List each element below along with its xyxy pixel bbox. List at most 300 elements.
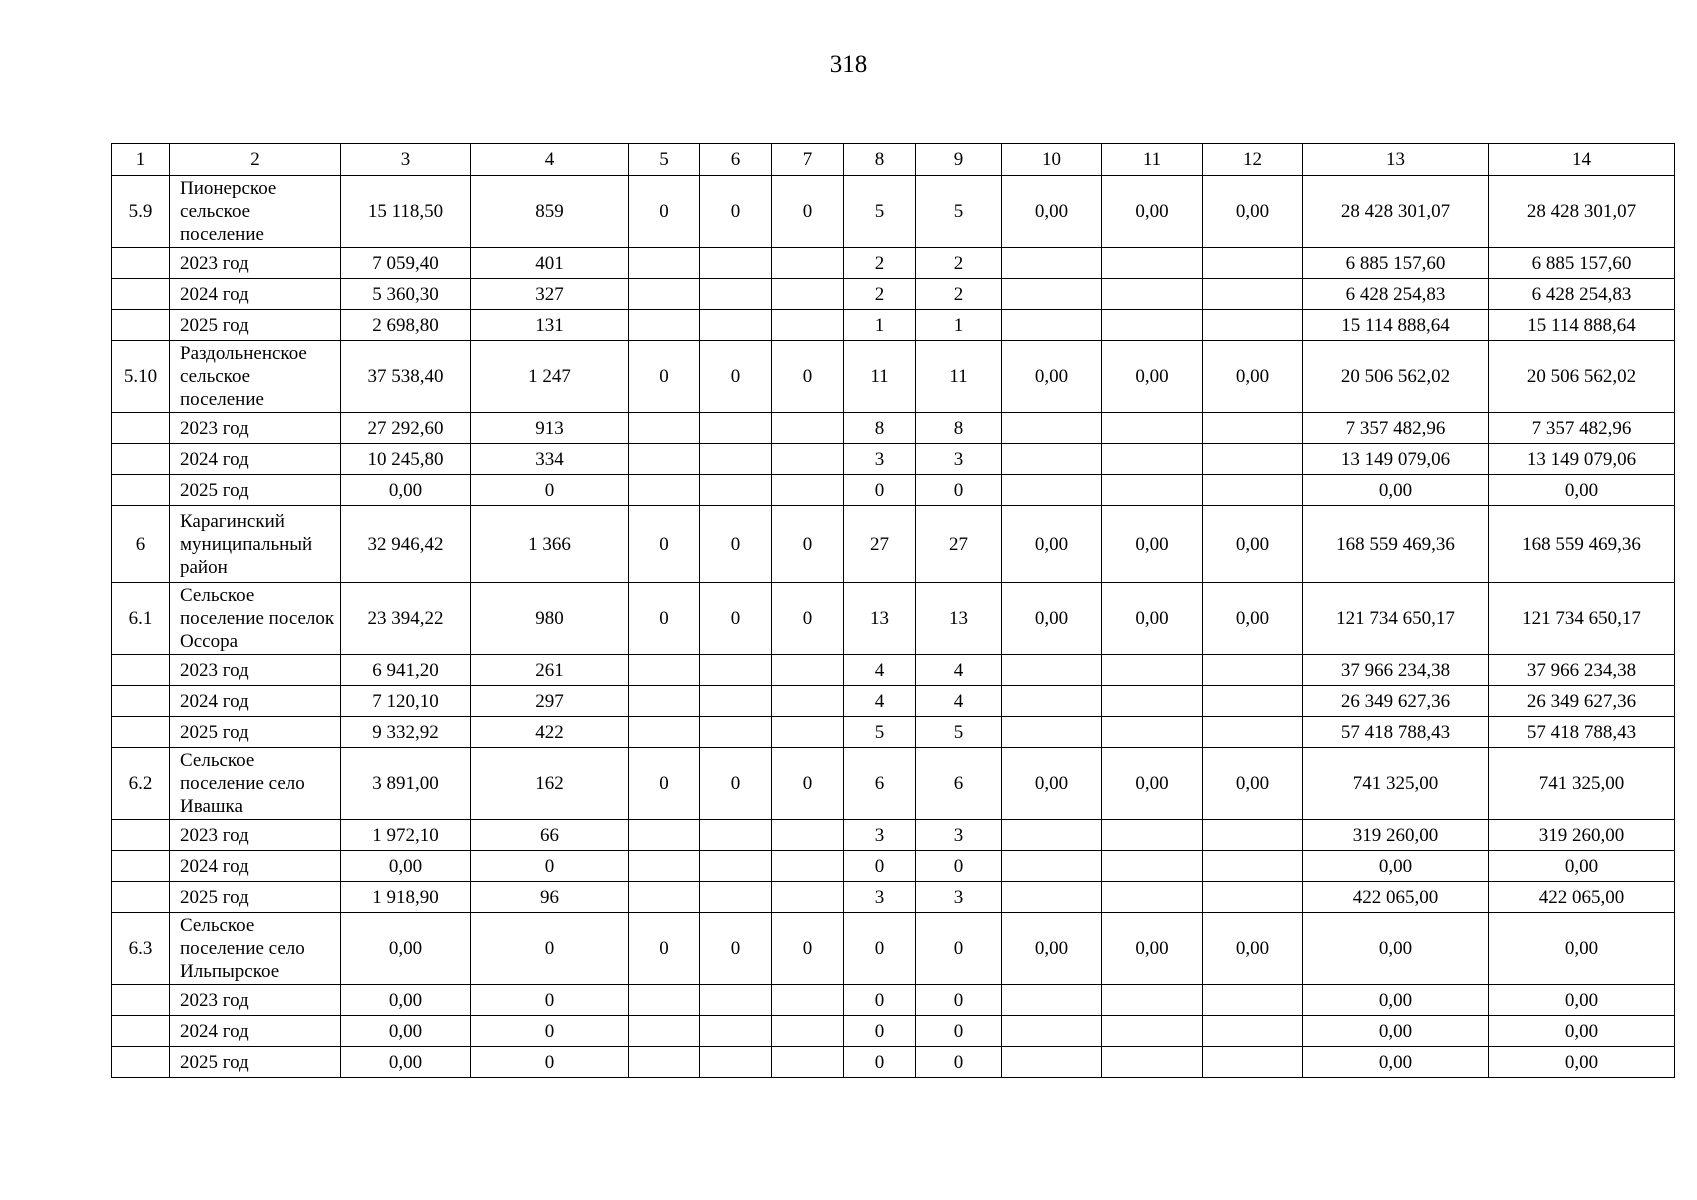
table-cell [629,882,700,913]
table-cell: 96 [471,882,629,913]
row-name-cell: 2025 год [170,310,341,341]
column-header: 11 [1102,144,1203,176]
table-cell: 37 966 234,38 [1303,655,1489,686]
table-cell: 0 [700,176,772,248]
table-cell [629,310,700,341]
table-cell: 0,00 [1203,913,1303,985]
table-cell [1203,279,1303,310]
table-cell: 0,00 [341,475,471,506]
table-cell: 6 941,20 [341,655,471,686]
table-cell: 5 [844,176,916,248]
table-row [112,985,1675,1016]
table-cell [1203,248,1303,279]
table-cell: 0 [700,748,772,820]
table-cell: 8 [844,413,916,444]
column-header: 10 [1002,144,1102,176]
table-cell: 0,00 [1002,748,1102,820]
table-cell: 15 114 888,64 [1303,310,1489,341]
row-name-cell: 2024 год [170,279,341,310]
table-cell: 26 349 627,36 [1303,686,1489,717]
row-number-cell: 5.10 [112,341,170,413]
table-cell: 0 [629,913,700,985]
table-cell: 0 [844,1047,916,1078]
table-cell [1203,310,1303,341]
column-header: 1 [112,144,170,176]
table-cell [700,851,772,882]
table-cell: 0 [916,913,1002,985]
table-cell: 57 418 788,43 [1303,717,1489,748]
table-cell [1102,475,1203,506]
table-cell: 0 [471,1047,629,1078]
table-cell: 4 [844,655,916,686]
header-row [112,144,1675,176]
row-number-cell [112,820,170,851]
row-number-cell [112,279,170,310]
table-cell: 0 [471,985,629,1016]
column-header: 3 [341,144,471,176]
row-name-cell: 2024 год [170,1016,341,1047]
table-cell [700,413,772,444]
table-cell [629,279,700,310]
table-cell: 0,00 [1489,985,1675,1016]
table-cell: 0,00 [341,1016,471,1047]
table-cell: 0,00 [1489,851,1675,882]
column-header: 14 [1489,144,1675,176]
table-cell [700,1047,772,1078]
row-name-cell: 2025 год [170,475,341,506]
table-row [112,851,1675,882]
table-cell [1002,882,1102,913]
table-cell: 0,00 [341,985,471,1016]
table-cell [629,1016,700,1047]
table-cell: 121 734 650,17 [1303,583,1489,655]
table-cell: 6 428 254,83 [1489,279,1675,310]
table-cell: 20 506 562,02 [1489,341,1675,413]
column-header: 2 [170,144,341,176]
table-cell: 0 [629,506,700,583]
table-cell [1102,279,1203,310]
table-cell: 13 [916,583,1002,655]
table-cell: 0,00 [1002,913,1102,985]
table-cell: 0 [844,475,916,506]
row-name-cell: 2023 год [170,655,341,686]
row-number-cell: 6.3 [112,913,170,985]
table-row [112,248,1675,279]
table-cell [700,310,772,341]
table-row [112,717,1675,748]
table-cell: 3 [844,882,916,913]
row-number-cell [112,444,170,475]
row-name-cell: 2025 год [170,717,341,748]
table-cell: 1 [844,310,916,341]
table-cell: 3 [916,820,1002,851]
table-cell: 26 349 627,36 [1489,686,1675,717]
table-cell [700,820,772,851]
table-cell: 0,00 [1203,506,1303,583]
table-cell: 0 [471,913,629,985]
table-cell: 1 366 [471,506,629,583]
table-cell: 0 [700,341,772,413]
table-cell: 0,00 [1002,583,1102,655]
table-row [112,655,1675,686]
table-cell: 0 [844,985,916,1016]
table-cell [629,655,700,686]
table-cell: 741 325,00 [1303,748,1489,820]
table-cell [629,475,700,506]
table-row [112,748,1675,820]
table-cell [1102,310,1203,341]
table-cell [1203,851,1303,882]
table-cell: 3 [916,882,1002,913]
table-cell: 27 [916,506,1002,583]
table-cell [1102,717,1203,748]
table-cell: 6 885 157,60 [1489,248,1675,279]
row-name-cell: 2023 год [170,413,341,444]
row-name-cell: 2025 год [170,882,341,913]
table-cell: 0,00 [1303,851,1489,882]
table-cell [1002,1016,1102,1047]
table-cell: 2 [844,248,916,279]
table-cell [1203,475,1303,506]
table-row [112,506,1675,583]
table-cell [1002,820,1102,851]
table-cell: 0 [916,1047,1002,1078]
table-cell: 319 260,00 [1489,820,1675,851]
table-cell: 0 [772,583,844,655]
table-cell: 3 891,00 [341,748,471,820]
table-cell: 2 [916,279,1002,310]
table-cell: 6 [916,748,1002,820]
table-cell: 11 [844,341,916,413]
table-cell: 2 [844,279,916,310]
table-cell: 327 [471,279,629,310]
table-cell [772,444,844,475]
table-cell: 0,00 [1102,506,1203,583]
table-cell [1203,655,1303,686]
row-number-cell [112,1016,170,1047]
table-cell [772,413,844,444]
row-number-cell [112,310,170,341]
table-cell: 6 428 254,83 [1303,279,1489,310]
table-cell [772,279,844,310]
table-cell: 0,00 [1303,1047,1489,1078]
table-cell [629,985,700,1016]
table-cell: 0 [471,475,629,506]
table-cell: 0 [471,1016,629,1047]
row-name-cell: Карагинский муниципальный район [170,506,341,583]
table-cell: 0 [844,913,916,985]
table-cell: 32 946,42 [341,506,471,583]
table-cell [1203,985,1303,1016]
table-cell: 0,00 [1203,341,1303,413]
table-cell [772,820,844,851]
table-cell: 0,00 [341,1047,471,1078]
table-row [112,583,1675,655]
table-cell: 0,00 [1102,583,1203,655]
table-cell [1102,851,1203,882]
table-cell [772,717,844,748]
table-cell: 13 149 079,06 [1303,444,1489,475]
table-cell: 0 [772,913,844,985]
table-cell: 6 [844,748,916,820]
table-cell: 0 [629,748,700,820]
table-cell: 0 [772,506,844,583]
table-cell [1102,1016,1203,1047]
table-cell: 0 [916,1016,1002,1047]
table-cell [1002,1047,1102,1078]
table-cell [1203,413,1303,444]
table-cell [629,248,700,279]
table-cell: 0 [844,851,916,882]
table-row [112,913,1675,985]
table-cell: 27 292,60 [341,413,471,444]
table-cell: 422 [471,717,629,748]
table-cell: 0 [700,506,772,583]
row-number-cell [112,475,170,506]
table-cell [772,851,844,882]
table-cell: 3 [916,444,1002,475]
table-cell: 0,00 [1002,341,1102,413]
table-cell: 5 360,30 [341,279,471,310]
table-cell: 422 065,00 [1303,882,1489,913]
table-cell: 0,00 [1303,475,1489,506]
table-cell [1203,686,1303,717]
table-cell [1002,444,1102,475]
table-cell: 7 357 482,96 [1303,413,1489,444]
table-cell: 0 [471,851,629,882]
table-row [112,882,1675,913]
table-cell [629,820,700,851]
table-cell: 5 [916,717,1002,748]
table-cell [1002,413,1102,444]
table-row [112,176,1675,248]
table-cell: 319 260,00 [1303,820,1489,851]
table-cell: 0,00 [1303,1016,1489,1047]
data-table [111,143,1675,1078]
table-cell [1102,444,1203,475]
table-cell [772,655,844,686]
table-cell: 131 [471,310,629,341]
table-cell [772,310,844,341]
table-cell: 57 418 788,43 [1489,717,1675,748]
row-number-cell: 5.9 [112,176,170,248]
table-cell [1002,655,1102,686]
table-cell: 1 918,90 [341,882,471,913]
table-cell [1102,820,1203,851]
row-number-cell [112,1047,170,1078]
table-cell: 7 120,10 [341,686,471,717]
table-cell: 0 [772,341,844,413]
table-cell [1002,310,1102,341]
table-cell [1002,851,1102,882]
table-cell [772,686,844,717]
table-cell: 334 [471,444,629,475]
table-row [112,444,1675,475]
table-cell [1102,882,1203,913]
column-header: 6 [700,144,772,176]
table-cell [1203,444,1303,475]
table-cell [1102,655,1203,686]
page-number: 318 [829,51,868,78]
table-cell: 10 245,80 [341,444,471,475]
table-cell: 15 118,50 [341,176,471,248]
table-row [112,686,1675,717]
table-cell: 0,00 [1203,176,1303,248]
table-cell: 0 [772,748,844,820]
table-cell [629,1047,700,1078]
table-cell: 0,00 [1002,506,1102,583]
table-cell [1203,882,1303,913]
row-name-cell: 2024 год [170,686,341,717]
table-cell: 859 [471,176,629,248]
table-body [112,144,1675,1078]
table-cell: 0,00 [1203,748,1303,820]
table-cell [1102,686,1203,717]
row-number-cell [112,717,170,748]
row-number-cell: 6.1 [112,583,170,655]
table-cell: 0 [844,1016,916,1047]
table-cell: 0 [916,985,1002,1016]
table-cell: 0,00 [341,913,471,985]
table-row [112,341,1675,413]
table-cell [700,248,772,279]
table-cell: 168 559 469,36 [1303,506,1489,583]
table-cell [629,851,700,882]
table-cell: 261 [471,655,629,686]
row-name-cell: 2025 год [170,1047,341,1078]
table-cell [772,475,844,506]
row-name-cell: 2024 год [170,851,341,882]
table-cell: 0,00 [1303,913,1489,985]
table-cell: 15 114 888,64 [1489,310,1675,341]
table-cell: 5 [844,717,916,748]
table-cell [1102,248,1203,279]
table-cell [700,475,772,506]
table-cell: 4 [844,686,916,717]
table-cell: 0 [629,176,700,248]
column-header: 4 [471,144,629,176]
table-cell: 0 [700,913,772,985]
table-cell: 913 [471,413,629,444]
table-cell [1203,1047,1303,1078]
row-name-cell: Сельское поселение село Ивашка [170,748,341,820]
table-cell [1203,717,1303,748]
table-cell [700,279,772,310]
table-row [112,413,1675,444]
column-header: 9 [916,144,1002,176]
table-cell: 37 538,40 [341,341,471,413]
table-cell [629,686,700,717]
table-cell [700,882,772,913]
table-cell: 0,00 [1102,341,1203,413]
table-cell [629,717,700,748]
table-cell [1002,686,1102,717]
table-cell: 0,00 [1203,583,1303,655]
row-number-cell [112,413,170,444]
row-name-cell: Пионерское сельское поселение [170,176,341,248]
row-name-cell: Сельское поселение село Ильпырское [170,913,341,985]
table-cell: 7 059,40 [341,248,471,279]
table-cell: 1 972,10 [341,820,471,851]
table-cell: 9 332,92 [341,717,471,748]
table-cell: 0,00 [341,851,471,882]
table-cell [700,1016,772,1047]
column-header: 7 [772,144,844,176]
table-cell [1102,1047,1203,1078]
table-cell: 0,00 [1489,1016,1675,1047]
table-cell: 121 734 650,17 [1489,583,1675,655]
table-cell: 28 428 301,07 [1489,176,1675,248]
row-name-cell: 2023 год [170,985,341,1016]
table-cell [772,985,844,1016]
table-row [112,1047,1675,1078]
table-cell: 7 357 482,96 [1489,413,1675,444]
table-cell [1002,279,1102,310]
row-number-cell [112,882,170,913]
table-cell [700,655,772,686]
table-cell: 0,00 [1489,475,1675,506]
table-row [112,1016,1675,1047]
table-cell: 5 [916,176,1002,248]
row-number-cell: 6 [112,506,170,583]
table-cell [1102,413,1203,444]
table-cell: 1 [916,310,1002,341]
table-row [112,310,1675,341]
table-cell [1002,717,1102,748]
column-header: 13 [1303,144,1489,176]
table-cell: 0,00 [1489,1047,1675,1078]
column-header: 5 [629,144,700,176]
table-row [112,475,1675,506]
table-cell: 0 [916,851,1002,882]
table-cell: 20 506 562,02 [1303,341,1489,413]
table-cell [772,1016,844,1047]
table-cell [700,985,772,1016]
row-name-cell: 2023 год [170,248,341,279]
table-cell: 168 559 469,36 [1489,506,1675,583]
table-cell: 3 [844,820,916,851]
table-cell [1203,1016,1303,1047]
table-cell: 0,00 [1303,985,1489,1016]
row-name-cell: 2024 год [170,444,341,475]
table-cell [772,248,844,279]
table-row [112,279,1675,310]
table-cell: 4 [916,686,1002,717]
table-cell: 37 966 234,38 [1489,655,1675,686]
table-cell: 0,00 [1489,913,1675,985]
row-name-cell: 2023 год [170,820,341,851]
table-cell: 0,00 [1102,176,1203,248]
table-cell: 3 [844,444,916,475]
table-cell [1102,985,1203,1016]
row-number-cell [112,248,170,279]
table-cell [629,413,700,444]
table-cell: 0 [700,583,772,655]
column-header: 12 [1203,144,1303,176]
column-header: 8 [844,144,916,176]
table-cell [1002,248,1102,279]
table-cell [772,1047,844,1078]
row-number-cell [112,686,170,717]
table-cell: 0,00 [1102,748,1203,820]
row-number-cell [112,985,170,1016]
table-cell [700,444,772,475]
table-cell: 1 247 [471,341,629,413]
table-cell: 0 [916,475,1002,506]
table-cell: 8 [916,413,1002,444]
table-cell: 980 [471,583,629,655]
table-cell [1002,985,1102,1016]
